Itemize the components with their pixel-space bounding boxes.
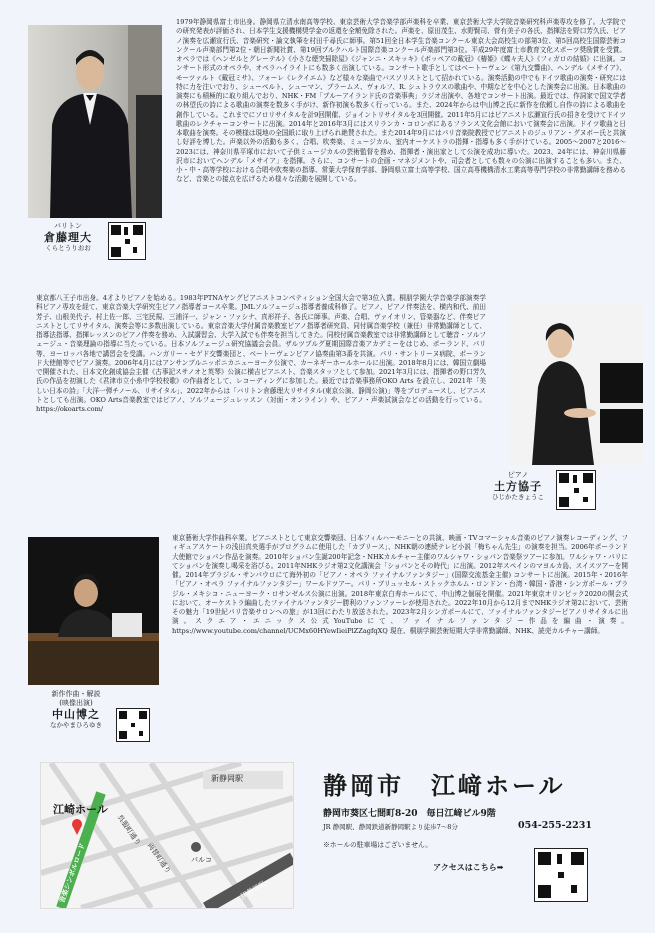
baritone-photo bbox=[28, 25, 162, 218]
map-street1-label: 呉服町通り bbox=[115, 813, 143, 847]
venue-map[interactable] bbox=[40, 762, 294, 909]
pianist-photo bbox=[510, 303, 643, 465]
composer-bio: 東京藝術大学作曲科卒業。ピアニストとして東京交響楽団、日本フィルハーモニーとの共演、映画・TVコマーシャル音楽のピアノ演奏レコーディング、フィギュアスケートの浅田真央選手がプログラムに使用した「カプリース」、NHK朝の連続テレビ小説「梅ちゃん先生」の演奏を担当。2006年ポーランド大使館でショパン作品を演奏。2010年ショパン生誕200年記念・NHKカルチャー主催のワルシャワ・ショパン音楽祭ツアーに参加。ワルシャワ・パリにてショパンを演奏し喝采を浴びる。2011年NHKラジオ第2文化講演会「ショパンとその時代」に出演。2012年スペインのマヨルカ島、スイスツアーを開催。2014年ブラジル・サンパウロにて海外初の「ピアノ・オペラ ファイナルファンタジー」(国際交流基金主催) コンサートに出演。2015年・2016年「ピアノ・オペラ ファイナルファンタジー」ワールドツアー。パリ・ブリュッセル・ストックホルム・ロンドン・台湾・韓国・香港・シンガポール・ブラジル・メキシコ・ニューヨーク・ロサンゼルス公演に出演。2018年東京白寿ホールにて、中山博之個展を開催。2021年東京オリンピック2020の開会式において、オーケストラ編曲したファイナルファンタジー勝利のファンファーレが使用された。2022年10月から12月までNHKラジオ第2において、芸術その魅力「19世紀パリ音楽サロンへの旅」が13回にわたり放送された。2023年2月シンガポールにて、ファイナルファンタジーピアノリサイタルに出演。スクエア・エニックス公式YouTubeにて、ファイナルファンタジー作品を編曲・演奏。 https://www.youtube.com/channel/UCMx60HYewIieiPlZZagfqXQ 現在、桐朋学園芸術短期大学非常勤講師、NHK、読売カルチャー講師。 bbox=[172, 534, 628, 635]
pianist-name: 土方協子 bbox=[494, 480, 542, 493]
venue-title: 静岡市 江﨑ホール bbox=[323, 771, 566, 800]
composer-role: 新作作曲・解説 (映像出演) bbox=[51, 690, 101, 707]
baritone-bio: 1979年静岡県富士市出身。静岡県立清水南高等学校、東京芸術大学音楽学部声楽科を卒業、東京芸術大学大学院音楽研究科声楽専攻を修了。大学院での研究発表が評価され、日本学生支援機構奨学金の返還を全額免除された。声楽を、原田茂生、水野賢司、菅有美子の各氏、指揮法を野口芳久氏、ピアノ演奏を広瀬宣行氏、音楽研究・論文執筆を村田千尋氏に師事。第51回全日本学生音楽コンクール東京大会高校生の部第3位、第5回高校生国際芸術コンクール声楽部門第2位・朝日新聞社賞、第19回ブルクハルト国際音楽コンクール声楽部門第3位。平成29年度富士市教育文化スポーツ奨励賞を受賞。オペラでは《ヘンゼルとグレーテル》《小さな煙突掃除屋》《ジャンニ・スキッキ》《ボッペアの戴冠》《椿姫》《蝶々夫人》《フィガロの結婚》に出演。コンサート形式のオペラや、オペラハイライトにも数多く出演している。コンサート歌手としてはベートーヴェン《第九交響曲》、ヘンデル《メサイア》、モーツァルト《戴冠ミサ》、フォーレ《レクイエム》など様々な楽曲でバスソリストとして招かれている。演奏活動の中でもドイツ歌曲の演奏・研究には特に力を注いでおり、シューベルト、シューマン、ブラームス、ヴォルフ、R. シュトラウスの歌曲や、中期などを中心とした演奏会に出演。日本歌曲の演奏にも積極的に取り組んでおり、NHK・FM「ブルーアイランド氏の音楽事典」ラジオ出演や、各地でコンサート出演。最近では、作詞家で国文学者の林望氏の詩による歌曲の演奏を数多く手がけ、新作初演も数多く行っている。また、2024年からは中山博之氏に新作を依頼し自作の詩による歌曲を創作している。これまでにソロリサイタルを計9回開催、ジョイントリサイタルを3回開催。2011年5月にはピアニスト広瀬宣行氏の招きを受けてドイツ歌曲のレクチャーコンサートに出演。2014年と2016年3月にはスリランカ・コロンボにあるフランス文化会館において演奏会に出演。ドイツ歌曲と日本歌曲を演奏。その模様は現地の全国紙に取り上げられ絶賛された。また2014年9月にはパリ音楽院教授でピアニストのジュリアン・グヌボー氏と共演し好評を博した。声楽以外の活動も多く、合唱、吹奏楽、ミュージカル、室内オーケストラの指揮・指導も多く手がけている。2005〜2007と2016〜2023には、神奈川県平塚市において子供ミュージカルの芸術監督を務め、指揮者・演出家として公演を成功に導いた。2023、24年には、神奈川県藤沢市においてヘンデル「メサイア」を指揮。さらに、コンサートの企画・マネジメントや、司会者としても数々の公演に出演することも多い。また、小・中・高等学校における合唱や吹奏楽の指導、常葉大学保育学部、静岡県立富士高等学校、国立高専機構清水工業高等専門学校の非常勤講師を務めるなど、音楽との接点を広げるため様々な活動を展開している。 bbox=[176, 18, 626, 184]
access-link[interactable]: アクセスはこちら➡ bbox=[433, 862, 504, 872]
composer-photo bbox=[28, 537, 159, 685]
pianist-qr-code[interactable] bbox=[556, 470, 596, 510]
composer-qr-code[interactable] bbox=[116, 708, 150, 742]
baritone-name: 倉藤理大 bbox=[44, 231, 92, 244]
venue-parking-note: ※ホールの駐車場はございません。 bbox=[323, 841, 433, 849]
map-road-label: 音楽シンボルロード bbox=[57, 841, 87, 905]
pianist-kana: ひじかたきょうこ bbox=[492, 493, 544, 501]
map-parco-label: パルコ bbox=[191, 856, 212, 864]
pianist-role: ピアノ bbox=[507, 471, 529, 479]
pianist-bio: 東京都八王子市出身。4才よりピアノを始める。1983年PTNAヤングピアニストコンペティション全国大会で第3位入賞。桐朋学園大学音楽学部演奏学科ピアノ専攻を経て、東京音楽大学研究生ピアノ指導者コース卒業。JMLソルフェージュ指導者養成科修了。ピアノ、ピアノ伴奏法を、横内和代、前田芳子、山根美代子、村上佐一郎、三宅民規、三浦洋一、ジャン・ファシナ、真形祥子、各氏に師事。声楽、合唱、ヴァイオリン、管楽器など、伴奏ピアニストとしてリサイタル、演奏会等に多数出演している。東京音楽大学付属音楽教室ピアノ指導者研究員、同付属音楽学校（兼任）非常勤講師として、指導法指導、指揮レッスンのピアノ伴奏を務め、入試講習会、大学入試でも伴奏を担当してきた。同校付属音楽教室では非常勤講師として聴音・ソルフェージュ・音楽理論の指導に当たっている。日本ソルフェージュ研究協議会会員。ザルツブルグ夏期国際音楽アカデミーをはじめ、ポーランド、パリ等、ヨーロッパ各地で講習会を受講。ハンガリー・セゲド交響楽団と、ベートーヴェンピアノ協奏曲第3番を共演。パリ・サントリーヌ病院、ポーランド大使館等でピアノ演奏。2006年4月にはアンサンブルニッポニカニューヨーク公演で、カーネギーホールホールに出演。2018年8月には、韓国立劇場で開催された、日本文化創成協会主催《古事記スサノオと英琴》公演に横吉ピアニスト、音楽スタッフとして参加。2021年3月には、指揮者の野口芳久氏の作品を初演した《君津市立小糸中学校校歌》の作曲者として、レコーディングに参加した。最近では音楽事務所OKO Arts を設立し、2021年「美しい日本の詩」「大洋一弾チノール、リサイタル」、2022年からは「バリトン倉藤理大リサイタル(東京公演、静岡公演)」等をプロデュースし、ピアニストとしても出演。OKO Arts音楽教室ではピアノ、ソルフェージュレッスン（対面・オンライン）や、ピアノ・声楽試演会などの活動を行っている。 https://okoarts.com/ bbox=[36, 294, 486, 413]
map-jr-label: JR静岡駅 bbox=[239, 879, 267, 901]
composer-kana: なかやまひろゆき bbox=[50, 721, 102, 729]
map-street2-label: 両替町通り bbox=[145, 841, 173, 875]
access-qr-code[interactable] bbox=[534, 848, 588, 902]
map-station-label: 新静岡駅 bbox=[211, 774, 243, 783]
baritone-role: バリトン bbox=[54, 222, 82, 230]
venue-address: 静岡市葵区七間町8-20 毎日江﨑ビル9階 bbox=[323, 809, 496, 819]
pianist-caption bbox=[478, 471, 558, 501]
map-hall-label: 江崎ホール bbox=[53, 803, 108, 816]
composer-name: 中山博之 bbox=[52, 708, 100, 721]
baritone-qr-code[interactable] bbox=[108, 222, 146, 260]
venue-access: JR 静岡駅、静岡鉄道新静岡駅より徒歩7〜8分 bbox=[323, 823, 458, 831]
venue-tel[interactable]: 054-255-2231 bbox=[518, 820, 592, 831]
baritone-kana: くらとうりおお bbox=[45, 244, 91, 252]
composer-caption bbox=[36, 690, 116, 729]
